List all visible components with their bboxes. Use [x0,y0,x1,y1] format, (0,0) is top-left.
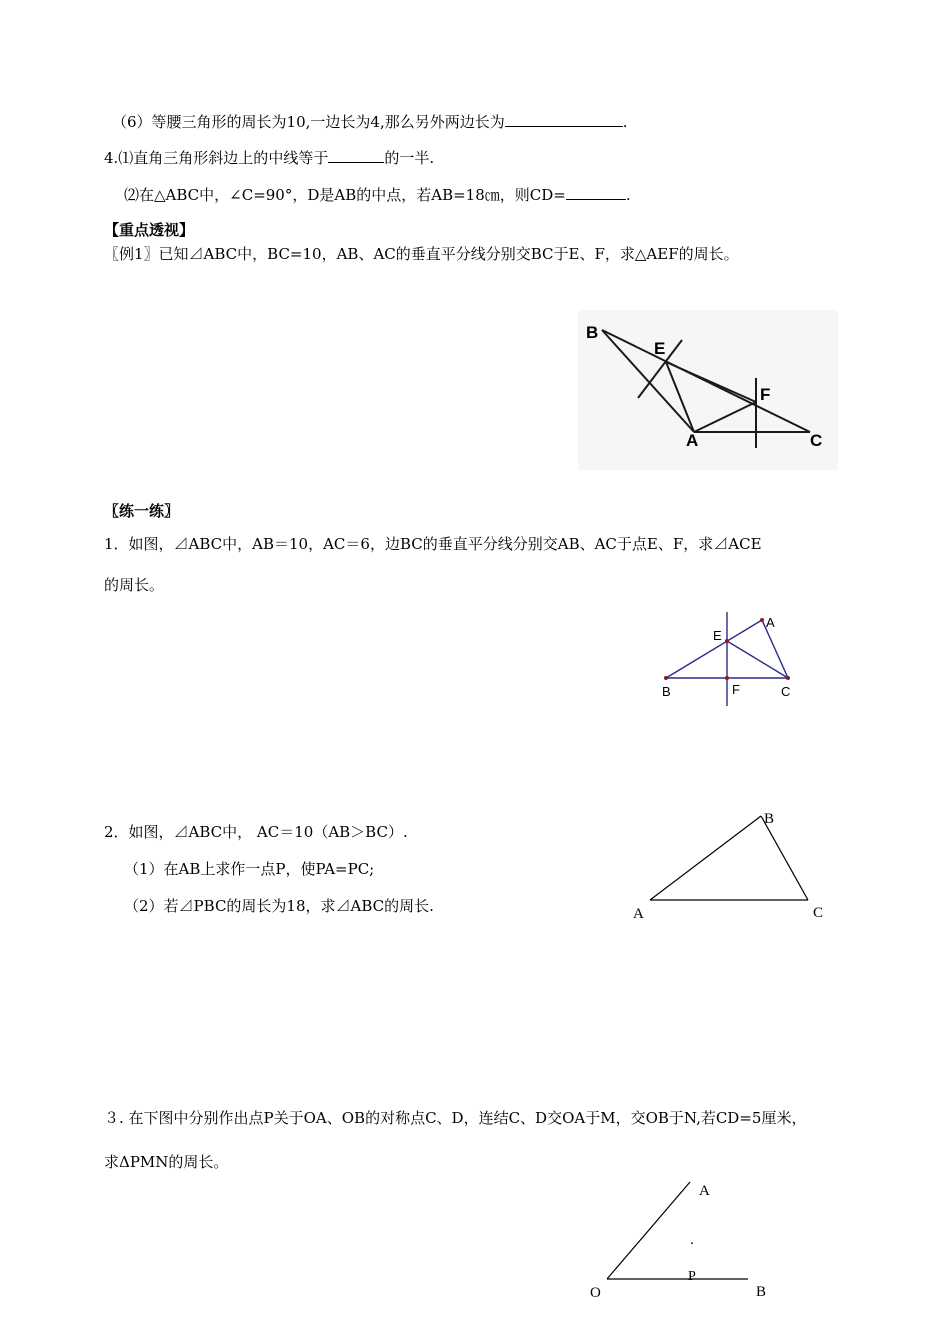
section-heading-practice: 〖练一练〗 [104,502,180,520]
figure-4-label-b: B [756,1284,767,1300]
practice-1-line-1: 1．如图，⊿ABC中，AB＝10，AC＝6，边BC的垂直平分线分别交AB、AC于点E、F，求⊿ACE [104,535,762,553]
practice-2-line-3: （2）若⊿PBC的周长为18，求⊿ABC的周长. [124,897,434,915]
figure-1-label-f: F [760,385,771,404]
figure-2-label-b: B [662,684,671,699]
figure-2-triangle-abc [650,610,810,710]
figure-4-label-a: A [699,1183,710,1199]
figure-2-label-f: F [732,682,740,697]
figure-1-background [578,310,838,470]
figure-3-label-b: B [764,811,775,827]
section-heading-focus: 【重点透视】 [104,221,195,239]
practice-3-line-2: 求ΔPMN的周长。 [104,1153,229,1171]
figure-1-triangle-aef [578,310,838,470]
figure-2-label-e: E [713,628,722,643]
question-6-text: （6）等腰三角形的周长为10,一边长为4,那么另外两边长为 [112,113,505,131]
figure-2-label-a: A [766,615,775,630]
answer-blank[interactable] [328,148,384,163]
example-1: 〖例1〗已知⊿ABC中，BC=10，AB、AC的垂直平分线分别交BC于E、F，求△AEF的周长。 [104,245,739,263]
figure-1-label-e: E [654,339,666,358]
figure-3-lines [650,816,808,900]
question-4-1: 4.⑴直角三角形斜边上的中线等于 的一半. [104,149,435,167]
practice-2-line-2: （1）在AB上求作一点P，使PA=PC; [124,860,375,878]
figure-3-label-a: A [633,906,644,922]
figure-4-lines [607,1182,748,1279]
question-6: （6）等腰三角形的周长为10,一边长为4,那么另外两边长为 . [112,113,628,131]
practice-2-line-1: 2．如图，⊿ABC中， AC＝10（AB＞BC）. [104,823,408,841]
figure-1-label-b: B [586,323,599,342]
practice-3-line-1: ３. 在下图中分别作出点P关于OA、OB的对称点C、D，连结C、D交OA于M，交OB于N,若CD=5厘米， [104,1109,807,1127]
figure-4-angle-aob [580,1174,780,1299]
answer-blank[interactable] [505,112,623,127]
practice-1-line-2: 的周长。 [104,576,165,594]
answer-blank[interactable] [566,185,626,200]
figure-3-triangle-abc [628,806,838,926]
figure-2-label-c: C [781,684,791,699]
figure-4-label-p: P [688,1269,696,1284]
figure-1-label-c: C [810,431,823,450]
figure-4-label-o: O [590,1285,601,1301]
figure-3-label-c: C [813,905,824,921]
figure-1-label-a: A [686,431,699,450]
question-4-2-text: ⑵在△ABC中，∠C=90°，D是AB的中点，若AB=18㎝，则CD= [124,186,566,204]
question-4-1-text: 4.⑴直角三角形斜边上的中线等于 [104,149,329,167]
figure-4-point-p: . [690,1232,694,1248]
question-4-2: ⑵在△ABC中，∠C=90°，D是AB的中点，若AB=18㎝，则CD= . [124,186,631,204]
